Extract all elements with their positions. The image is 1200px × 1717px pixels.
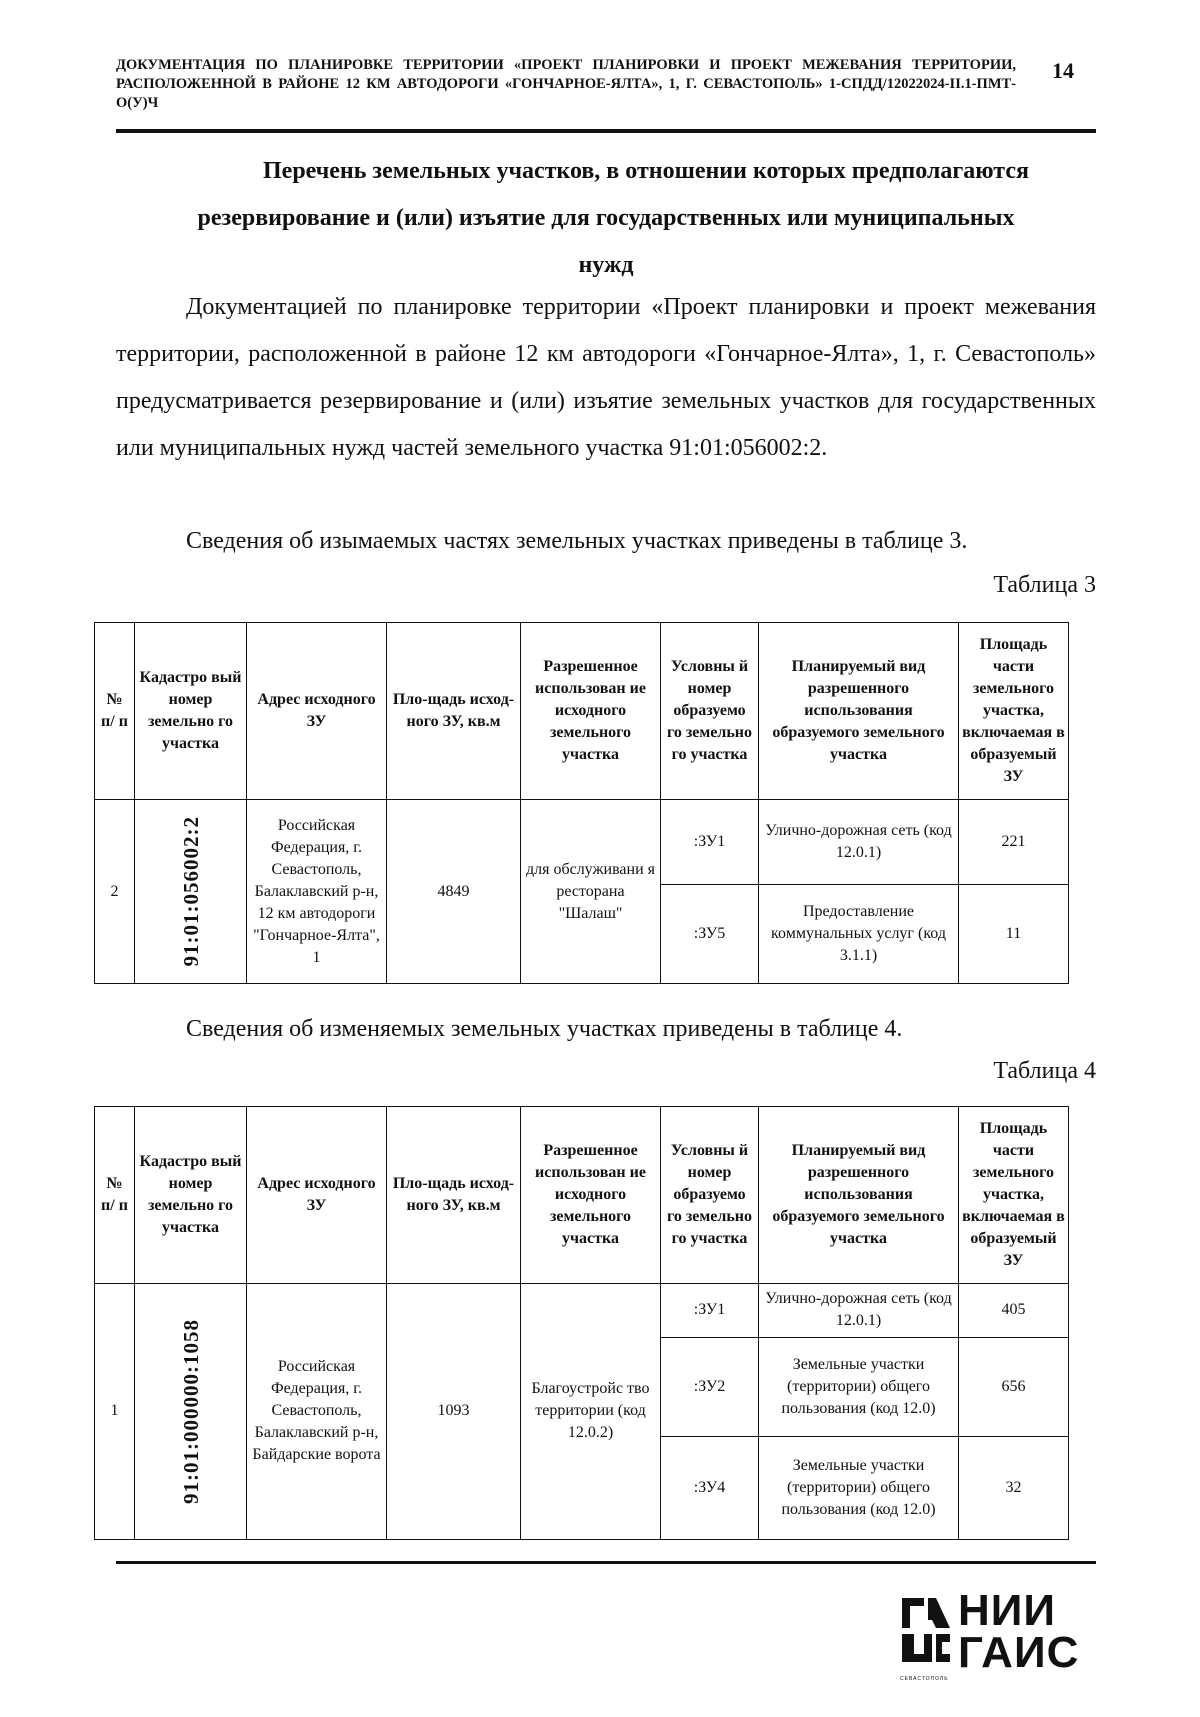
- col-header-permitted-use: Разрешенное использован ие исходного земельного участка: [521, 1107, 661, 1284]
- cell-part-area: 11: [959, 884, 1069, 983]
- cell-part-area: 221: [959, 800, 1069, 884]
- col-header-planned-use: Планируемый вид разрешенного использования образуемого земельного участка: [759, 623, 959, 800]
- cell-cond-number: :ЗУ5: [661, 884, 759, 983]
- cell-part-area: 32: [959, 1436, 1069, 1539]
- cell-part-area: 656: [959, 1338, 1069, 1437]
- cell-cond-number: :ЗУ2: [661, 1338, 759, 1437]
- cadastral-number: 91:01:056002:2: [178, 816, 203, 967]
- page-number: 14: [1052, 58, 1074, 83]
- logo-small-caption: СЕВАСТОПОЛЬ: [900, 1676, 949, 1682]
- cell-permitted-use: для обслуживани я ресторана "Шалаш": [521, 800, 661, 984]
- table-row: [95, 1283, 1069, 1338]
- col-header-num: № п/ п: [95, 623, 135, 800]
- cell-planned-use: Предоставление коммунальных услуг (код 3.1.1): [759, 884, 959, 983]
- table-row: [95, 800, 1069, 884]
- col-header-num: № п/ п: [95, 1107, 135, 1284]
- section-title: [116, 148, 1096, 289]
- cell-planned-use: Улично-дорожная сеть (код 12.0.1): [759, 1283, 959, 1338]
- company-logo: [900, 1586, 1090, 1685]
- footer-divider: [116, 1561, 1096, 1564]
- intro-paragraph: Документацией по планировке территории «Проект планировки и проект межевания территории, расположенной в районе 12 км автодороги «Гончарное-Ялта», 1, г. Севастополь» предусматривается резервирование и (или) изъятие земельных участков для государственных или муниципальных нужд частей земельного участка 91:01:056002:2.: [116, 294, 1096, 461]
- cell-cadastral: [135, 1283, 247, 1539]
- cell-permitted-use: Благоустройс тво территории (код 12.0.2): [521, 1283, 661, 1539]
- cadastral-number: 91:01:000000:1058: [178, 1318, 203, 1504]
- header-divider: [116, 129, 1096, 133]
- col-header-planned-use: Планируемый вид разрешенного использования образуемого земельного участка: [759, 1107, 959, 1284]
- table-header-row: [95, 1107, 1069, 1284]
- col-header-area: Пло-щадь исход-ного ЗУ, кв.м: [387, 1107, 521, 1284]
- cell-planned-use: Земельные участки (территории) общего пользования (код 12.0): [759, 1338, 959, 1437]
- logo-line2: ГАИС: [958, 1628, 1080, 1677]
- cell-num: 2: [95, 800, 135, 984]
- table-4: [94, 1106, 1069, 1540]
- logo-mark-icon: [900, 1592, 952, 1672]
- section-title-line3: нужд: [578, 252, 634, 278]
- cell-cond-number: :ЗУ4: [661, 1436, 759, 1539]
- cell-address: Российская Федерация, г. Севастополь, Балаклавский р-н, Байдарские ворота: [247, 1283, 387, 1539]
- col-header-part-area: Площадь части земельного участка, включаемая в образуемый ЗУ: [959, 623, 1069, 800]
- table4-caption: Таблица 4: [993, 1058, 1096, 1084]
- cell-part-area: 405: [959, 1283, 1069, 1338]
- table3-intro: Сведения об изымаемых частях земельных участках приведены в таблице 3.: [186, 528, 968, 554]
- section-title-line2: резервирование и (или) изъятие для государственных или муниципальных: [197, 205, 1015, 231]
- table4-intro: Сведения об изменяемых земельных участках приведены в таблице 4.: [186, 1016, 903, 1042]
- col-header-cadastral: Кадастро вый номер земельно го участка: [135, 1107, 247, 1284]
- col-header-cond-number: Условны й номер образуемо го земельно го участка: [661, 623, 759, 800]
- table-3: [94, 622, 1069, 984]
- cell-cond-number: :ЗУ1: [661, 800, 759, 884]
- logo-text: [958, 1586, 1080, 1677]
- cell-cadastral: [135, 800, 247, 984]
- logo-line1: НИИ: [958, 1586, 1057, 1635]
- cell-area: 1093: [387, 1283, 521, 1539]
- cell-area: 4849: [387, 800, 521, 984]
- cell-num: 1: [95, 1283, 135, 1539]
- col-header-address: Адрес исходного ЗУ: [247, 1107, 387, 1284]
- col-header-permitted-use: Разрешенное использован ие исходного земельного участка: [521, 623, 661, 800]
- col-header-area: Пло-щадь исход-ного ЗУ, кв.м: [387, 623, 521, 800]
- table3-caption: Таблица 3: [993, 572, 1096, 598]
- cell-planned-use: Земельные участки (территории) общего пользования (код 12.0): [759, 1436, 959, 1539]
- document-header: ДОКУМЕНТАЦИЯ ПО ПЛАНИРОВКЕ ТЕРРИТОРИИ «ПРОЕКТ ПЛАНИРОВКИ И ПРОЕКТ МЕЖЕВАНИЯ ТЕРРИТОРИИ, РАСПОЛОЖЕННОЙ В РАЙОНЕ 12 КМ АВТОДОРОГИ «ГОНЧАРНОЕ-ЯЛТА», 1, Г. СЕВАСТОПОЛЬ» 1-СПДД/12022024-II.1-ПМТ-О(У)Ч: [116, 57, 1016, 111]
- col-header-cond-number: Условны й номер образуемо го земельно го участка: [661, 1107, 759, 1284]
- cell-cond-number: :ЗУ1: [661, 1283, 759, 1338]
- cell-planned-use: Улично-дорожная сеть (код 12.0.1): [759, 800, 959, 884]
- col-header-address: Адрес исходного ЗУ: [247, 623, 387, 800]
- table-header-row: [95, 623, 1069, 800]
- col-header-part-area: Площадь части земельного участка, включаемая в образуемый ЗУ: [959, 1107, 1069, 1284]
- section-title-line1: Перечень земельных участков, в отношении которых предполагаются: [263, 158, 1029, 184]
- cell-address: Российская Федерация, г. Севастополь, Балаклавский р-н, 12 км автодороги "Гончарное-Ялта", 1: [247, 800, 387, 984]
- col-header-cadastral: Кадастро вый номер земельно го участка: [135, 623, 247, 800]
